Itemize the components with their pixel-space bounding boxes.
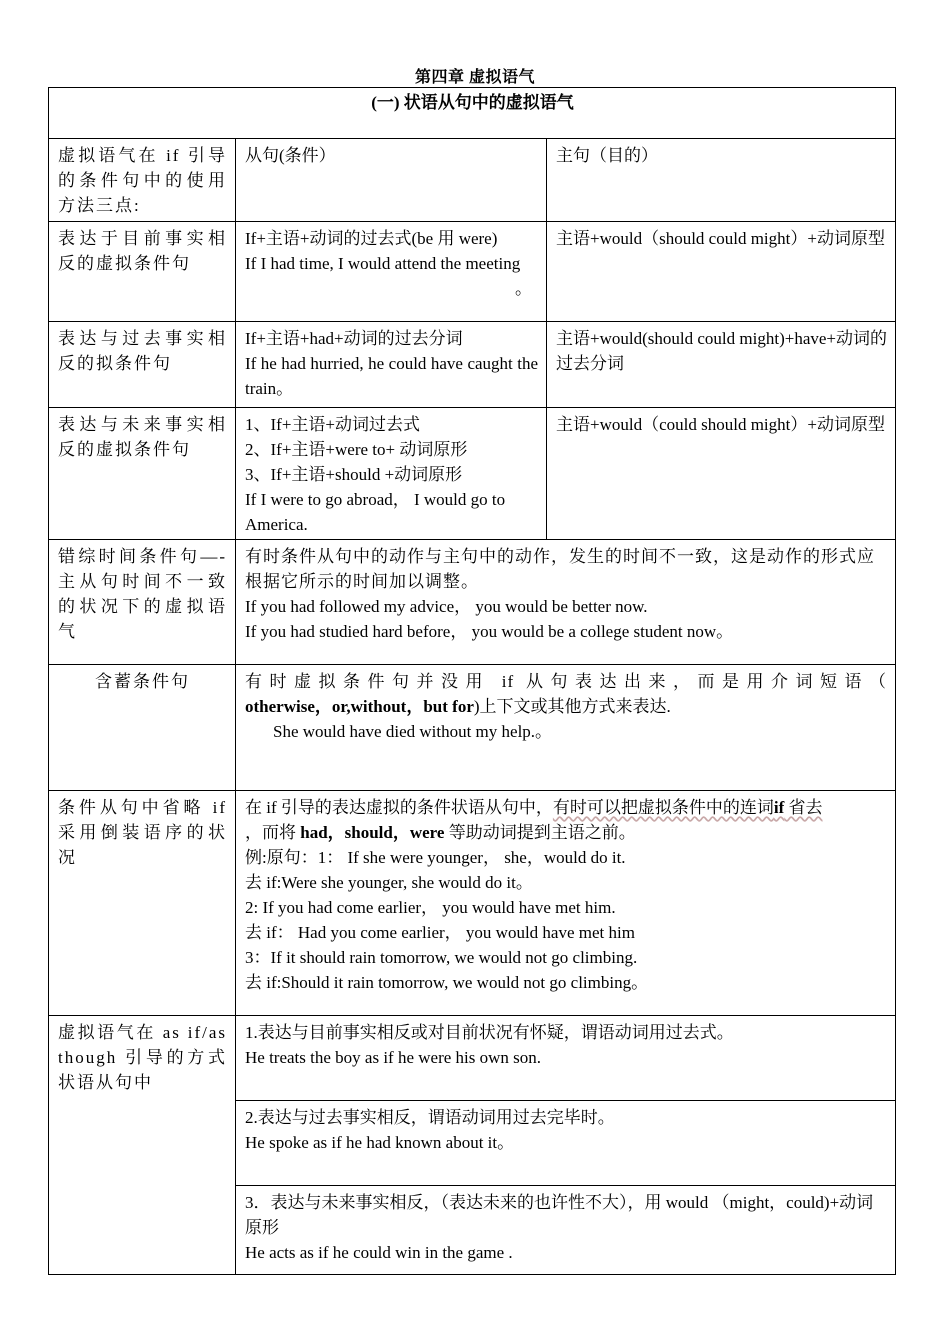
cell-future-main: 主语+would（could should might）+动词原型 <box>547 408 896 540</box>
section-title: (一) 状语从句中的虚拟语气 <box>49 88 896 139</box>
table-row-past <box>49 322 896 408</box>
cell-present-label: 表达于目前事实相反的虚拟条件句 <box>49 222 236 322</box>
table-row-inversion <box>49 791 896 1016</box>
as-if-past-example: He spoke as if he had known about it。 <box>245 1133 515 1152</box>
cell-as-if-future <box>236 1186 896 1275</box>
page-title: 第四章 虚拟语气 <box>414 69 535 86</box>
cell-past-clause <box>236 322 547 408</box>
cell-mixed-label: 错综时间条件句—-主从句时间不一致的状况下的虚拟语气 <box>49 540 236 665</box>
cell-mixed-content <box>236 540 896 665</box>
implicit-text-b: )上下文或其他方式来表达. <box>473 697 671 716</box>
inversion-text-c: 等助动词提到主语之前。 <box>444 823 636 842</box>
cell-main-heading: 主句（目的） <box>547 139 896 222</box>
inversion-text-a: 在 if 引导的表达虚拟的条件状语从句中， <box>245 798 553 817</box>
cell-as-if-past <box>236 1101 896 1186</box>
future-rule-3: 3、If+主语+should +动词原形 <box>245 465 463 484</box>
as-if-future-rule: 3．表达与未来事实相反，（表达未来的也许性不大），用 would （might，could)+动词原形 <box>245 1193 874 1237</box>
implicit-example: She would have died without my help.。 <box>273 722 553 741</box>
table-row-as-if-1 <box>49 1016 896 1101</box>
inversion-example-1: 例:原句：1： If she were younger， she，would do it. <box>245 848 626 867</box>
cell-implicit-content <box>236 665 896 791</box>
implicit-keywords: otherwise，or,without，but for <box>245 697 474 716</box>
present-example-end: 。 <box>515 279 532 298</box>
grammar-table <box>48 87 896 1275</box>
cell-usage-heading: 虚拟语气在 if 引导的条件句中的使用方法三点: <box>49 139 236 222</box>
past-rule: If+主语+had+动词的过去分词 <box>245 329 463 348</box>
section-title-row <box>49 88 896 139</box>
cell-past-main: 主语+would(should could might)+have+动词的过去分词 <box>547 322 896 408</box>
cell-future-label: 表达与未来事实相反的虚拟条件句 <box>49 408 236 540</box>
as-if-past-rule: 2.表达与过去事实相反，谓语动词用过去完毕时。 <box>245 1108 615 1127</box>
implicit-text-a: 有时虚拟条件句并没用 if 从句表达出来，而是用介词短语（ <box>245 672 888 691</box>
table-row-header <box>49 139 896 222</box>
inversion-text-wavy: 有时可以把虚拟条件中的连词 <box>552 798 774 817</box>
inversion-example-3-inverted: 去 if:Should it rain tomorrow, we would not go climbing。 <box>245 973 649 992</box>
cell-as-if-present <box>236 1016 896 1101</box>
inversion-example-2-inverted: 去 if： Had you come earlier， you would have met him <box>245 923 635 942</box>
cell-past-label: 表达与过去事实相反的拟条件句 <box>49 322 236 408</box>
future-example: If I were to go abroad， I would go to America. <box>245 490 506 534</box>
as-if-present-rule: 1.表达与目前事实相反或对目前状况有怀疑，谓语动词用过去式。 <box>245 1023 734 1042</box>
past-example: If he had hurried, he could have caught the train。 <box>245 354 538 398</box>
cell-present-main: 主语+would（should could might）+动词原型 <box>547 222 896 322</box>
inversion-explanation <box>245 795 887 820</box>
cell-clause-heading: 从句(条件） <box>236 139 547 222</box>
inversion-example-1-inverted: 去 if:Were she younger, she would do it。 <box>245 873 533 892</box>
mixed-example-1: If you had followed my advice， you would be better now. <box>245 597 648 616</box>
inversion-text-b: ，而将 <box>245 823 301 842</box>
cell-as-if-label: 虚拟语气在 as if/as though 引导的方式状语从句中 <box>49 1016 236 1275</box>
table-row-mixed <box>49 540 896 665</box>
implicit-explanation <box>245 669 887 694</box>
inversion-aux-keywords: had，should，were <box>300 823 445 842</box>
inversion-example-2: 2: If you had come earlier， you would have met him. <box>245 898 616 917</box>
inversion-explanation-cont <box>245 820 887 845</box>
present-example: If I had time, I would attend the meeting <box>245 254 521 273</box>
implicit-explanation-cont <box>245 694 887 719</box>
table-row-implicit <box>49 665 896 791</box>
future-rule-2: 2、If+主语+were to+ 动词原形 <box>245 440 468 459</box>
inversion-text-end: 省去 <box>784 798 823 817</box>
cell-inversion-content <box>236 791 896 1016</box>
cell-future-clause <box>236 408 547 540</box>
cell-implicit-label: 含蓄条件句 <box>49 665 236 791</box>
future-rule-1: 1、If+主语+动词过去式 <box>245 415 420 434</box>
table-row-present <box>49 222 896 322</box>
as-if-present-example: He treats the boy as if he were his own son. <box>245 1048 542 1067</box>
as-if-future-example: He acts as if he could win in the game . <box>245 1243 513 1262</box>
cell-inversion-label: 条件从句中省略 if 采用倒装语序的状况 <box>49 791 236 1016</box>
mixed-explanation: 有时条件从句中的动作与主句中的动作，发生的时间不一致，这是动作的形式应根据它所示的时间加以调整。 <box>245 547 875 591</box>
cell-present-clause <box>236 222 547 322</box>
mixed-example-2: If you had studied hard before， you would be a college student now。 <box>245 622 734 641</box>
present-rule: If+主语+动词的过去式(be 用 were) <box>245 229 498 248</box>
inversion-if-keyword: if <box>773 798 785 817</box>
inversion-example-3: 3：If it should rain tomorrow, we would not go climbing. <box>245 948 638 967</box>
table-row-future <box>49 408 896 540</box>
